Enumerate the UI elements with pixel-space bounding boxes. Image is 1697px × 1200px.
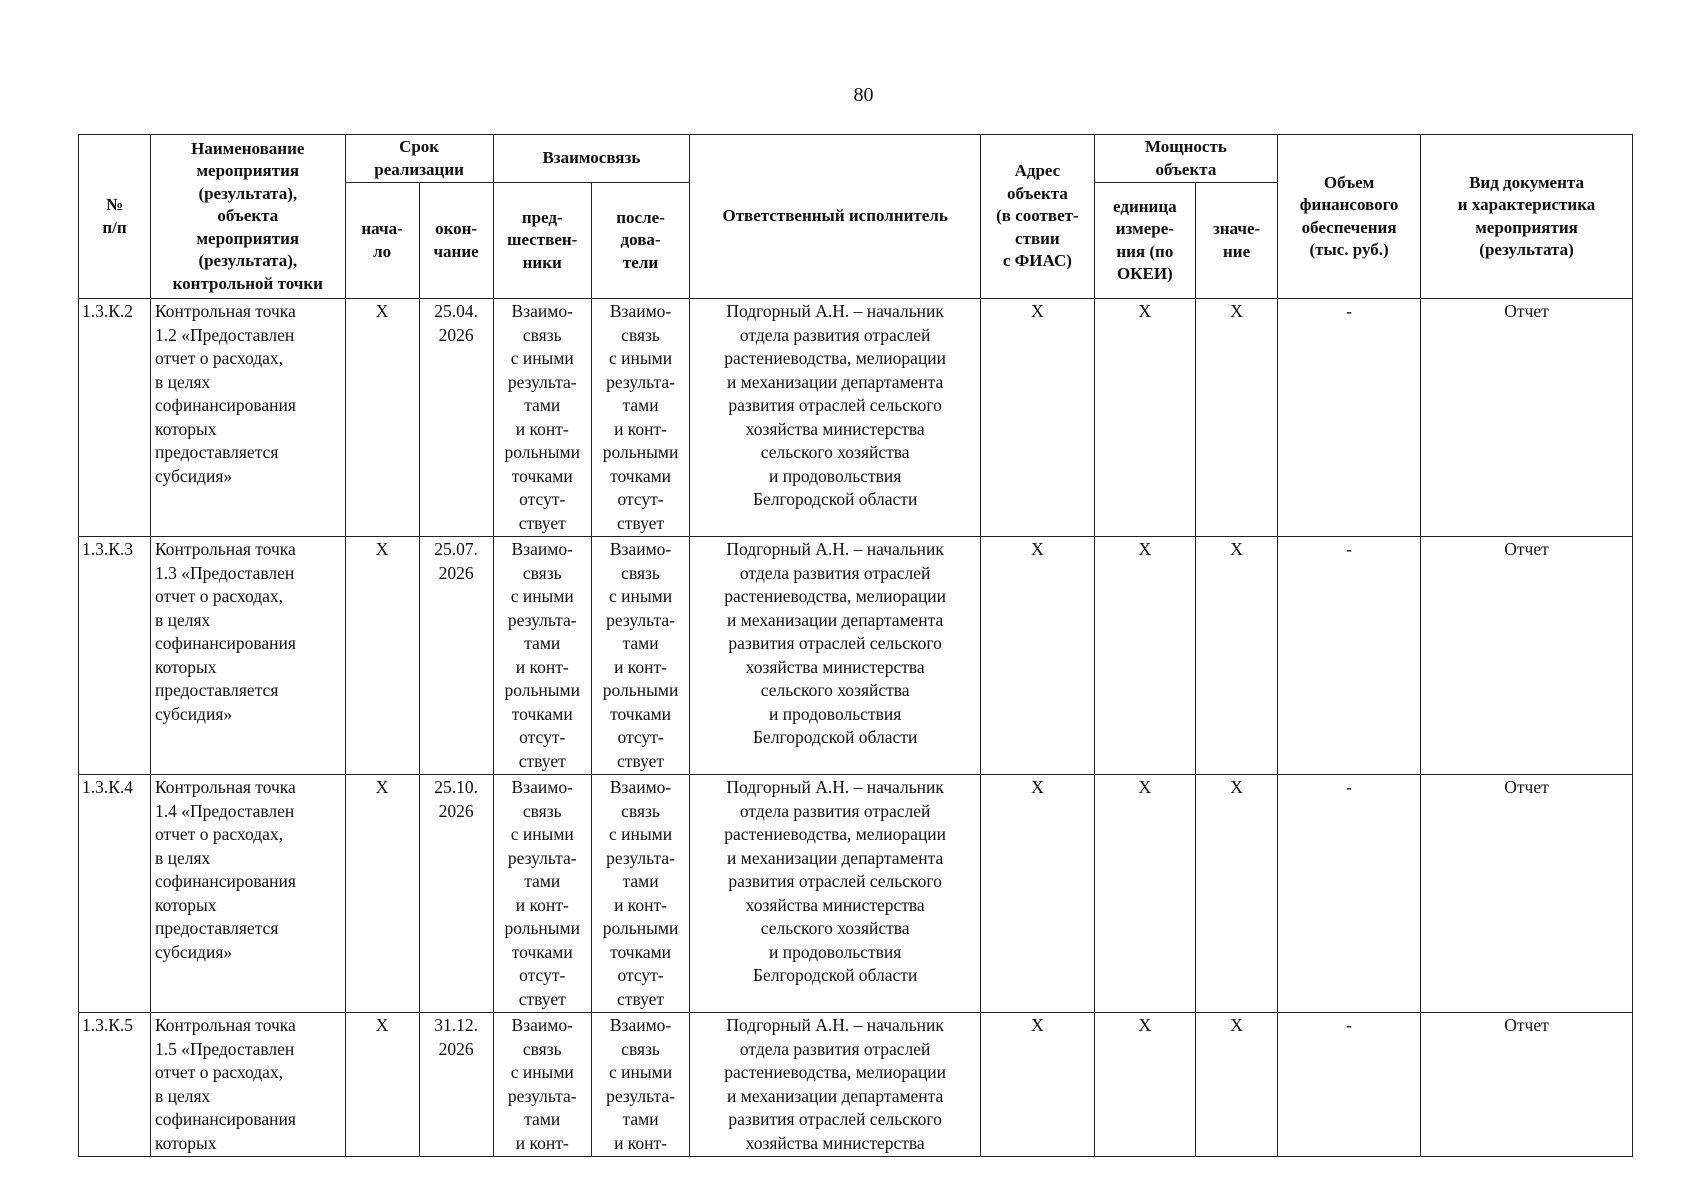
row-executor: Подгорный А.Н. – начальник отдела развития отраслей растениеводства, мелиорации и механизации департамента развития отраслей сельского хозяйства министерства сельского хозяйства и продовольствия Белгородской области xyxy=(690,299,981,537)
row-address: X xyxy=(981,1013,1095,1157)
row-doc-type: Отчет xyxy=(1421,537,1633,775)
header-term: Срок реализации xyxy=(345,135,493,183)
row-predecessors: Взаимо- связь с иными результа- тами и конт- xyxy=(493,1013,591,1157)
row-num: 1.3.К.5 xyxy=(79,1013,151,1157)
row-name: Контрольная точка 1.4 «Предоставлен отчет о расходах, в целях софинансирования которых предоставляется субсидия» xyxy=(150,775,345,1013)
header-unit: единица измере- ния (по ОКЕИ) xyxy=(1094,183,1195,299)
header-name: Наименование мероприятия (результата), объекта мероприятия (результата), контрольной точки xyxy=(150,135,345,299)
header-doc-type: Вид документа и характеристика мероприятия (результата) xyxy=(1421,135,1633,299)
table-row xyxy=(79,775,1633,1013)
row-name: Контрольная точка 1.5 «Предоставлен отчет о расходах, в целях софинансирования которых xyxy=(150,1013,345,1157)
header-address: Адрес объекта (в соответ- ствии с ФИАС) xyxy=(981,135,1095,299)
plan-table xyxy=(78,134,1633,1157)
row-successors: Взаимо- связь с иными результа- тами и конт- xyxy=(591,1013,689,1157)
row-start: X xyxy=(345,775,419,1013)
row-executor: Подгорный А.Н. – начальник отдела развития отраслей растениеводства, мелиорации и механизации департамента развития отраслей сельского хозяйства министерства xyxy=(690,1013,981,1157)
row-doc-type: Отчет xyxy=(1421,299,1633,537)
header-executor: Ответственный исполнитель xyxy=(690,135,981,299)
row-unit: X xyxy=(1094,537,1195,775)
row-doc-type: Отчет xyxy=(1421,1013,1633,1157)
row-end: 25.04. 2026 xyxy=(419,299,493,537)
row-name: Контрольная точка 1.2 «Предоставлен отчет о расходах, в целях софинансирования которых предоставляется субсидия» xyxy=(150,299,345,537)
row-name: Контрольная точка 1.3 «Предоставлен отчет о расходах, в целях софинансирования которых предоставляется субсидия» xyxy=(150,537,345,775)
table-header xyxy=(79,135,1633,299)
row-value: X xyxy=(1196,299,1278,537)
row-end: 25.10. 2026 xyxy=(419,775,493,1013)
table-body xyxy=(79,299,1633,1157)
row-start: X xyxy=(345,1013,419,1157)
row-successors: Взаимо- связь с иными результа- тами и конт- рольными точками отсут- ствует xyxy=(591,775,689,1013)
row-successors: Взаимо- связь с иными результа- тами и конт- рольными точками отсут- ствует xyxy=(591,299,689,537)
row-value: X xyxy=(1196,775,1278,1013)
row-predecessors: Взаимо- связь с иными результа- тами и конт- рольными точками отсут- ствует xyxy=(493,537,591,775)
row-address: X xyxy=(981,299,1095,537)
row-doc-type: Отчет xyxy=(1421,775,1633,1013)
row-end: 31.12. 2026 xyxy=(419,1013,493,1157)
header-successors: после- дова- тели xyxy=(591,183,689,299)
header-funding: Объем финансового обеспечения (тыс. руб.) xyxy=(1278,135,1421,299)
table-row xyxy=(79,537,1633,775)
row-value: X xyxy=(1196,537,1278,775)
header-value: значе- ние xyxy=(1196,183,1278,299)
table-row xyxy=(79,1013,1633,1157)
row-predecessors: Взаимо- связь с иными результа- тами и конт- рольными точками отсут- ствует xyxy=(493,775,591,1013)
row-value: X xyxy=(1196,1013,1278,1157)
page-number: 80 xyxy=(853,84,874,106)
row-funding: - xyxy=(1278,299,1421,537)
row-funding: - xyxy=(1278,537,1421,775)
row-executor: Подгорный А.Н. – начальник отдела развития отраслей растениеводства, мелиорации и механизации департамента развития отраслей сельского хозяйства министерства сельского хозяйства и продовольствия Белгородской области xyxy=(690,775,981,1013)
header-relation: Взаимосвязь xyxy=(493,135,690,183)
row-unit: X xyxy=(1094,1013,1195,1157)
row-successors: Взаимо- связь с иными результа- тами и конт- рольными точками отсут- ствует xyxy=(591,537,689,775)
row-unit: X xyxy=(1094,299,1195,537)
table-row xyxy=(79,299,1633,537)
row-start: X xyxy=(345,537,419,775)
header-predecessors: пред- шествен- ники xyxy=(493,183,591,299)
header-term-start: нача- ло xyxy=(345,183,419,299)
row-funding: - xyxy=(1278,775,1421,1013)
row-num: 1.3.К.4 xyxy=(79,775,151,1013)
row-predecessors: Взаимо- связь с иными результа- тами и конт- рольными точками отсут- ствует xyxy=(493,299,591,537)
row-start: X xyxy=(345,299,419,537)
row-end: 25.07. 2026 xyxy=(419,537,493,775)
row-funding: - xyxy=(1278,1013,1421,1157)
row-address: X xyxy=(981,537,1095,775)
row-executor: Подгорный А.Н. – начальник отдела развития отраслей растениеводства, мелиорации и механизации департамента развития отраслей сельского хозяйства министерства сельского хозяйства и продовольствия Белгородской области xyxy=(690,537,981,775)
row-unit: X xyxy=(1094,775,1195,1013)
row-num: 1.3.К.3 xyxy=(79,537,151,775)
header-num: № п/п xyxy=(79,135,151,299)
header-term-end: окон- чание xyxy=(419,183,493,299)
row-address: X xyxy=(981,775,1095,1013)
row-num: 1.3.К.2 xyxy=(79,299,151,537)
header-capacity: Мощность объекта xyxy=(1094,135,1277,183)
